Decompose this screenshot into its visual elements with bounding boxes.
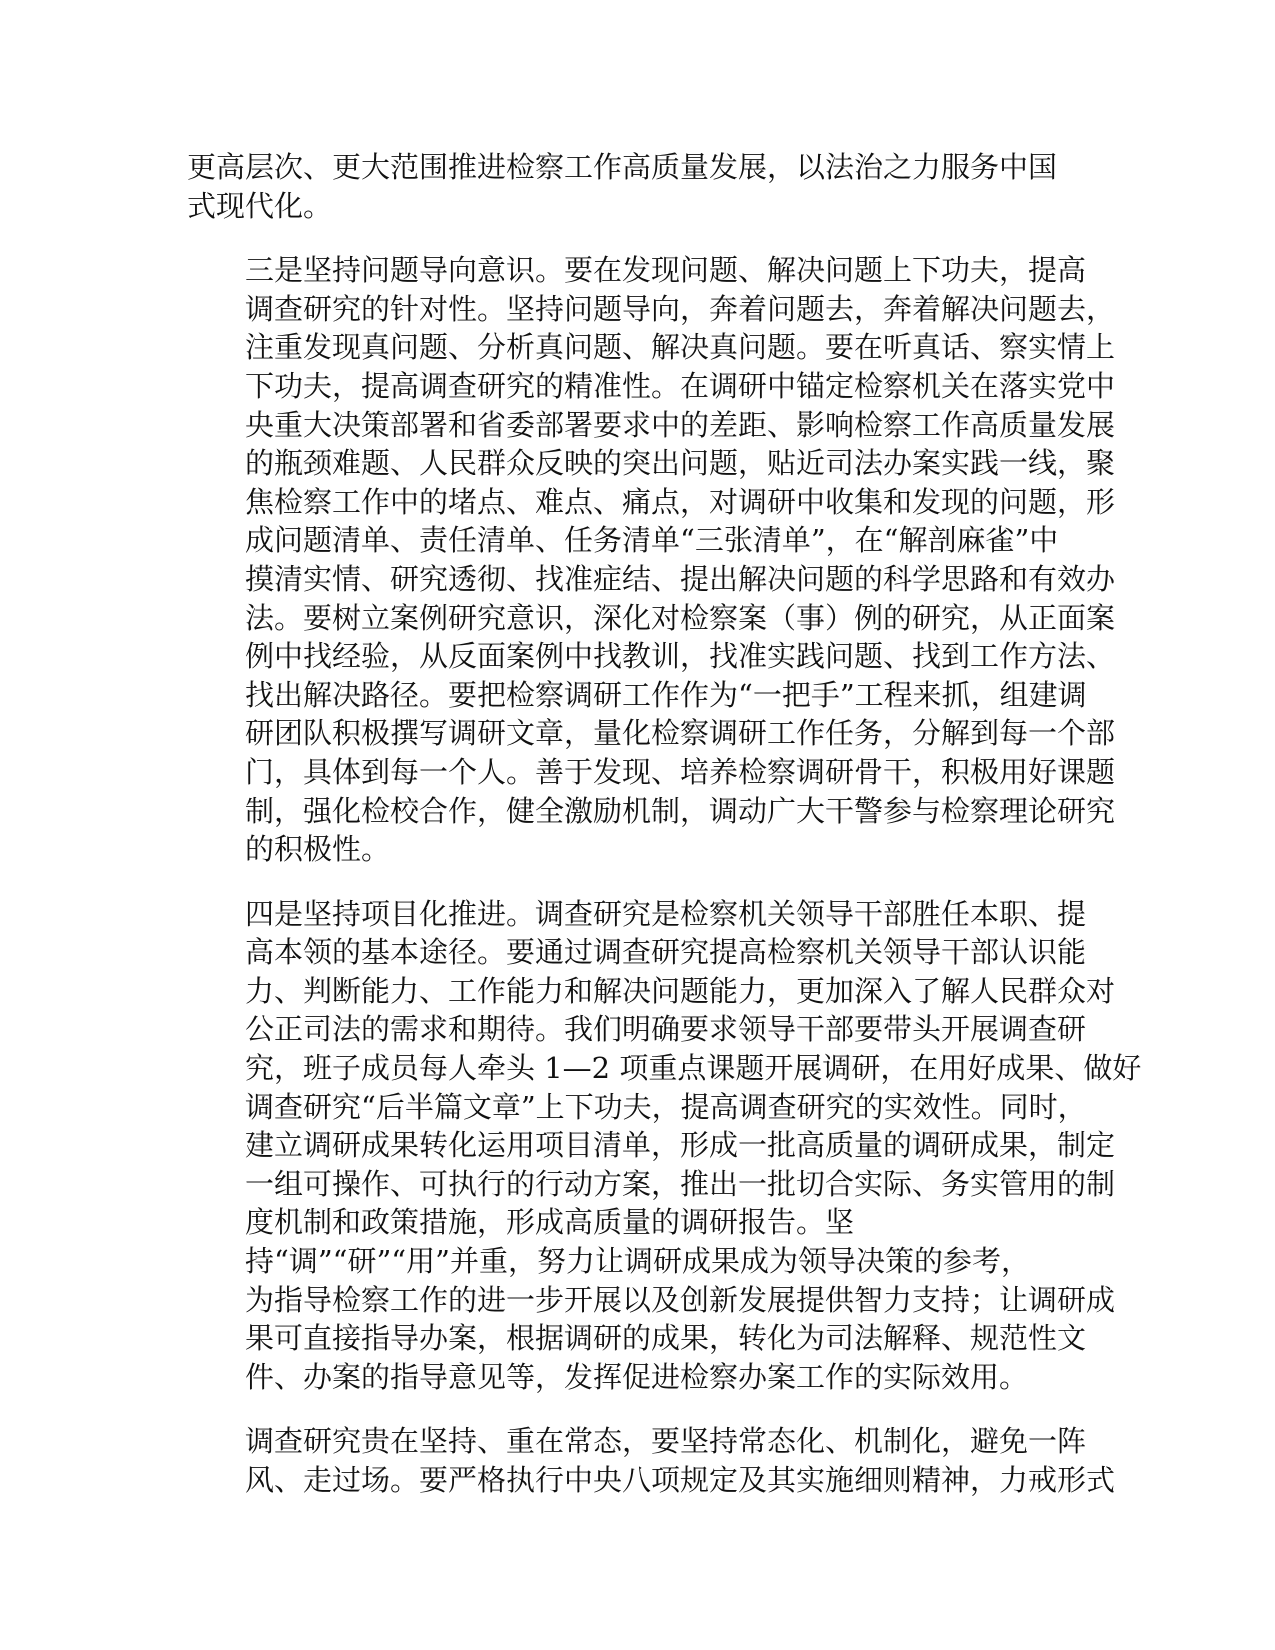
paragraph-problem-orientation [187, 251, 1116, 869]
text-line: 成问题清单、责任清单、任务清单“三张清单”，在“解剖麻雀”中 [245, 523, 1059, 558]
paragraph-regular-research [187, 1422, 1116, 1499]
text-line: 四是坚持项目化推进。调查研究是检察机关领导干部胜任本职、提 [245, 896, 1087, 931]
text-line: 持“调”“研”“用”并重，努力让调研成果成为领导决策的参考， [245, 1244, 1030, 1279]
text-line: 力、判断能力、工作能力和解决问题能力，更加深入了解人民群众对 [245, 973, 1116, 1008]
text-line: 制，强化检校合作，健全激励机制，调动广大干警参与检察理论研究 [245, 793, 1116, 828]
text-line: 调查研究贵在坚持、重在常态，要坚持常态化、机制化，避免一阵 [245, 1424, 1087, 1459]
text-line: 果可直接指导办案，根据调研的成果，转化为司法解释、规范性文 [245, 1321, 1087, 1356]
text-line: 风、走过场。要严格执行中央八项规定及其实施细则精神，力戒形式 [245, 1463, 1116, 1497]
text-line: 找出解决路径。要把检察调研工作作为“一把手”工程来抓，组建调 [245, 677, 1087, 712]
text-line: 例中找经验，从反面案例中找教训，找准实践问题、找到工作方法、 [245, 639, 1116, 674]
text-line: 为指导检察工作的进一步开展以及创新发展提供智力支持；让调研成 [245, 1282, 1116, 1317]
text-line: 调查研究“后半篇文章”上下功夫，提高调查研究的实效性。同时， [245, 1089, 1087, 1124]
text-line: 度机制和政策措施，形成高质量的调研报告。坚 [245, 1205, 855, 1240]
text-line: 研团队积极撰写调研文章，量化检察调研工作任务，分解到每一个部 [245, 716, 1116, 751]
text-line: 的积极性。 [245, 832, 391, 867]
text-line: 式现代化。 [187, 188, 333, 223]
paragraph-project-promotion [187, 895, 1142, 1397]
text-line: 建立调研成果转化运用项目清单，形成一批高质量的调研成果，制定 [245, 1128, 1116, 1163]
text-line: 更高层次、更大范围推进检察工作高质量发展，以法治之力服务中国 [187, 150, 1058, 184]
document-body [187, 148, 1142, 1526]
text-line: 一组可操作、可执行的行动方案，推出一批切合实际、务实管用的制 [245, 1166, 1116, 1201]
text-line: 下功夫，提高调查研究的精准性。在调研中锚定检察机关在落实党中 [245, 368, 1116, 403]
text-line: 注重发现真问题、分析真问题、解决真问题。要在听真话、察实情上 [245, 330, 1116, 365]
text-line: 焦检察工作中的堵点、难点、痛点，对调研中收集和发现的问题，形 [245, 484, 1116, 519]
text-line: 的瓶颈难题、人民群众反映的突出问题，贴近司法办案实践一线，聚 [245, 446, 1116, 481]
text-line: 摸清实情、研究透彻、找准症结、提出解决问题的科学思路和有效办 [245, 561, 1116, 596]
text-line: 件、办案的指导意见等，发挥促进检察办案工作的实际效用。 [245, 1359, 1029, 1394]
text-line: 高本领的基本途径。要通过调查研究提高检察机关领导干部认识能 [245, 935, 1087, 970]
text-line: 调查研究的针对性。坚持问题导向，奔着问题去，奔着解决问题去， [245, 291, 1116, 326]
paragraph-continuation [187, 148, 1087, 225]
text-line: 公正司法的需求和期待。我们明确要求领导干部要带头开展调查研 [245, 1012, 1087, 1047]
text-line: 门，具体到每一个人。善于发现、培养检察调研骨干，积极用好课题 [245, 754, 1116, 789]
text-line: 究，班子成员每人牵头 1—2 项重点课题开展调研，在用好成果、做好 [245, 1051, 1142, 1086]
text-line: 央重大决策部署和省委部署要求中的差距、影响检察工作高质量发展 [245, 407, 1116, 442]
text-line: 法。要树立案例研究意识，深化对检察案（事）例的研究，从正面案 [245, 600, 1116, 635]
text-line: 三是坚持问题导向意识。要在发现问题、解决问题上下功夫，提高 [245, 253, 1087, 288]
